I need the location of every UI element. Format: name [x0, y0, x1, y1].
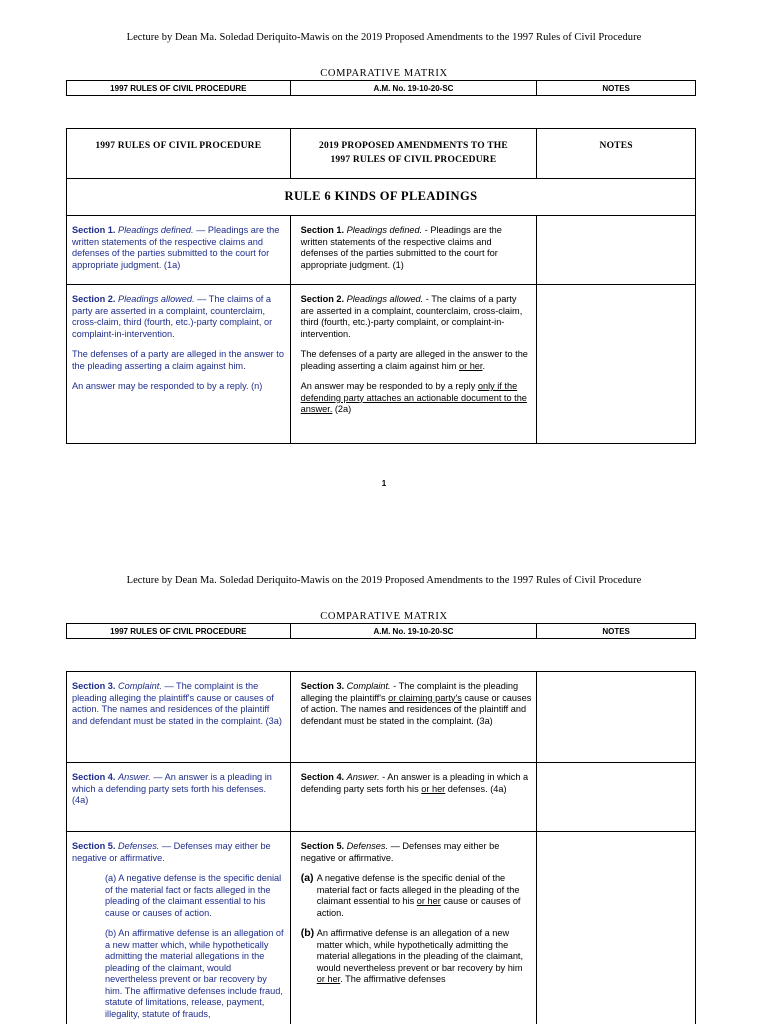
notes-cell	[537, 216, 696, 285]
header-col-notes: NOTES	[537, 624, 696, 639]
comparison-table-page-1	[66, 128, 696, 444]
table-row	[67, 216, 696, 285]
notes-cell	[537, 832, 696, 1024]
section-1-old: Section 1. Pleadings defined. — Pleadings are the written statements of the respective claims and defenses of the parties submitted to the court for appropriate judgment. (1a)	[67, 216, 291, 285]
header-col-am: A.M. No. 19-10-20-SC	[290, 81, 537, 96]
matrix-header-table	[66, 623, 696, 639]
lecture-header: Lecture by Dean Ma. Soledad Deriquito-Mawis on the 2019 Proposed Amendments to the 1997 Rules of Civil Procedure	[126, 575, 642, 586]
table-row	[67, 672, 696, 763]
header-col-notes: NOTES	[537, 81, 696, 96]
section-2-old: Section 2. Pleadings allowed. — The claims of a party are asserted in a complaint, counterclaim, cross-claim, third (fourth, etc.)-party complaint, or complaint-in-intervention. The defenses of a party are alleged in the answer to the pleading asserting a claim against him. An answer may be responded to by a reply. (n)	[67, 285, 291, 444]
matrix-title: COMPARATIVE MATRIX	[320, 611, 448, 622]
section-3-old: Section 3. Complaint. — The complaint is the pleading alleging the plaintiff's cause or causes of action. The names and residences of the plaintiff and defendant must be stated in the complaint. (3a)	[67, 672, 291, 763]
section-1-new: Section 1. Pleadings defined. - Pleadings are the written statements of the respective claims and defenses of the parties submitted to the court for appropriate judgment. (1)	[290, 216, 537, 285]
colhead-2019: 2019 PROPOSED AMENDMENTS TO THE 1997 RULES OF CIVIL PROCEDURE	[290, 129, 537, 179]
notes-cell	[537, 672, 696, 763]
table-row	[67, 285, 696, 444]
section-2-new: Section 2. Pleadings allowed. - The claims of a party are asserted in a complaint, counterclaim, cross-claim, third (fourth, etc.)-party complaint, or complaint-in-intervention. The defenses of a party are alleged in the answer to the pleading asserting a claim against him or her. An answer may be responded to by a reply only if the defending party attaches an actionable document to the answer. (2a)	[290, 285, 537, 444]
notes-cell	[537, 763, 696, 832]
section-5-new: Section 5. Defenses. — Defenses may either be negative or affirmative. (a) A negative defense is the specific denial of the material fact or facts alleged in the pleading of the claimant essential to his or her cause or causes of action. (b) An affirmative defense is an allegation of a new matter which, while hypothetically admitting the material allegations in the pleading of the claimant, would nevertheless prevent or bar recovery by him or her. The affirmative defenses	[290, 832, 537, 1024]
notes-cell	[537, 285, 696, 444]
header-col-1997: 1997 RULES OF CIVIL PROCEDURE	[67, 624, 291, 639]
colhead-notes: NOTES	[537, 129, 696, 179]
comparison-table-page-2	[66, 671, 696, 1024]
lecture-header: Lecture by Dean Ma. Soledad Deriquito-Mawis on the 2019 Proposed Amendments to the 1997 Rules of Civil Procedure	[126, 32, 642, 43]
header-col-am: A.M. No. 19-10-20-SC	[290, 624, 537, 639]
matrix-title: COMPARATIVE MATRIX	[320, 68, 448, 79]
matrix-header-table	[66, 80, 696, 96]
table-row	[67, 832, 696, 1024]
colhead-1997: 1997 RULES OF CIVIL PROCEDURE	[67, 129, 291, 179]
header-col-1997: 1997 RULES OF CIVIL PROCEDURE	[67, 81, 291, 96]
section-5-old: Section 5. Defenses. — Defenses may either be negative or affirmative. (a) A negative defense is the specific denial of the material fact or facts alleged in the pleading of the claimant essential to his cause or causes of action. (b) An affirmative defense is an allegation of a new matter which, while hypothetically admitting the material allegations in the pleading of the claimant, would nevertheless prevent or bar recovery by him. The affirmative defenses include fraud, statute of limitations, release, payment, illegality, statute of frauds,	[67, 832, 291, 1024]
section-4-old: Section 4. Answer. — An answer is a pleading in which a defending party sets forth his defenses. (4a)	[67, 763, 291, 832]
page-number: 1	[381, 479, 387, 488]
section-4-new: Section 4. Answer. - An answer is a pleading in which a defending party sets forth his or her defenses. (4a)	[290, 763, 537, 832]
rule-title: RULE 6 KINDS OF PLEADINGS	[67, 179, 696, 216]
table-row	[67, 763, 696, 832]
section-3-new: Section 3. Complaint. - The complaint is the pleading alleging the plaintiff's or claiming party's cause or causes of action. The names and residences of the plaintiff and defendant must be stated in the complaint. (3a)	[290, 672, 537, 763]
